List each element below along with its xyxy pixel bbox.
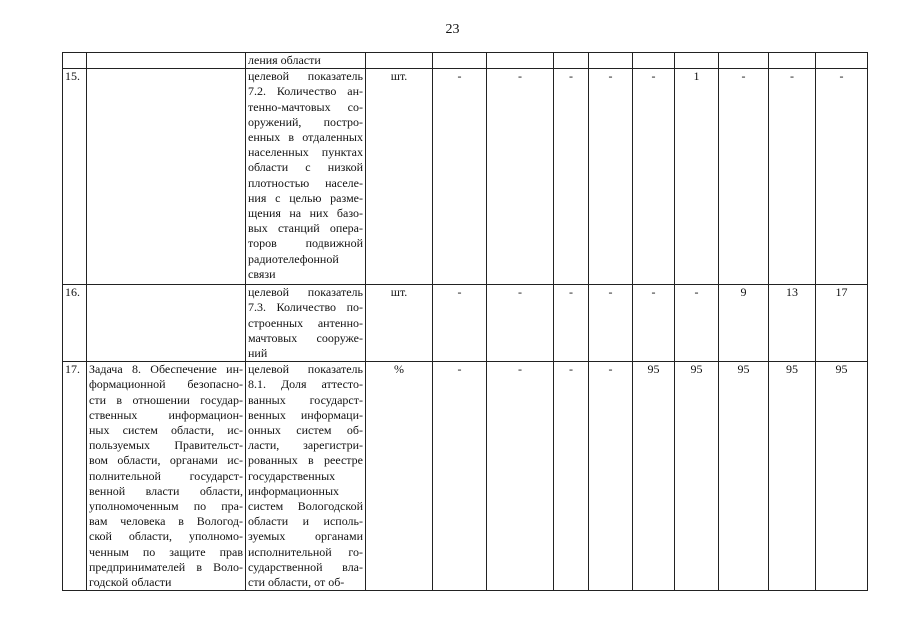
value-cell: - (487, 362, 554, 591)
value-cell: - (433, 69, 487, 285)
cell-line: зуемых органами (248, 529, 363, 544)
value-cell: - (816, 69, 868, 285)
cell-line: целевой показатель (248, 362, 363, 377)
table-row (63, 285, 868, 362)
unit-cell: % (366, 362, 433, 591)
value-cell (433, 53, 487, 69)
cell-line: предпринимателей в Воло- (89, 559, 243, 574)
cell-line: населенных пунктах (248, 145, 363, 160)
cell-line: вам человека в Вологод- (89, 514, 243, 529)
value-cell (816, 53, 868, 69)
cell-line: связи (248, 266, 276, 281)
indicator-cell (246, 69, 366, 285)
value-cell: - (719, 69, 769, 285)
cell-line: формационной безопасно- (89, 377, 243, 392)
cell-line: торов подвижной (248, 236, 363, 251)
cell-line: 7.2. Количество ан- (248, 84, 363, 99)
cell-line: целевой показатель (248, 69, 363, 84)
cell-line: Задача 8. Обеспечение ин- (89, 362, 243, 377)
value-cell (719, 53, 769, 69)
value-cell (675, 53, 719, 69)
value-cell: - (769, 69, 816, 285)
value-cell: 9 (719, 285, 769, 362)
task-cell (87, 69, 246, 285)
value-cell: 13 (769, 285, 816, 362)
indicator-cell (246, 362, 366, 591)
cell-line: рованных в реестре (248, 453, 363, 468)
cell-line: онных систем об- (248, 423, 363, 438)
cell-line: плотностью населе- (248, 175, 363, 190)
value-cell: - (487, 69, 554, 285)
value-cell: 95 (719, 362, 769, 591)
indicator-cell (246, 285, 366, 362)
cell-line: сти в отношении государ- (89, 392, 243, 407)
table-body (63, 53, 868, 591)
row-number-cell: 17. (63, 362, 87, 591)
row-number-cell (63, 53, 87, 69)
value-cell: - (487, 285, 554, 362)
cell-line: ской области, уполномо- (89, 529, 243, 544)
cell-line: оружений, постро- (248, 114, 363, 129)
cell-line: систем Вологодской (248, 499, 363, 514)
cell-line: венной власти области, (89, 483, 243, 498)
cell-line: сударственной вла- (248, 559, 363, 574)
cell-line: ченным по защите прав (89, 544, 243, 559)
value-cell (769, 53, 816, 69)
cell-line: ний (248, 346, 268, 361)
page-number: 23 (445, 22, 460, 37)
cell-line: енных в отдаленных (248, 130, 363, 145)
cell-line: ления области (248, 53, 321, 67)
row-number-cell: 15. (63, 69, 87, 285)
cell-line: целевой показатель (248, 285, 363, 300)
value-cell: - (433, 285, 487, 362)
cell-line: вом области, органами ис- (89, 453, 243, 468)
cell-line: сти области, от об- (248, 575, 345, 590)
value-cell (633, 53, 675, 69)
value-cell: - (589, 362, 633, 591)
cell-line: годской области (89, 575, 172, 590)
value-cell (589, 53, 633, 69)
cell-line: государственных (248, 468, 336, 483)
value-cell: - (554, 285, 589, 362)
cell-line: венных информаци- (248, 407, 363, 422)
value-cell: 17 (816, 285, 868, 362)
value-cell: - (433, 362, 487, 591)
cell-line: 7.3. Количество по- (248, 300, 363, 315)
value-cell: 95 (816, 362, 868, 591)
cell-line: полнительной государст- (89, 468, 243, 483)
value-cell: 95 (769, 362, 816, 591)
value-cell: 95 (633, 362, 675, 591)
cell-line: информационных (248, 483, 340, 498)
value-cell: - (589, 69, 633, 285)
indicator-cell (246, 53, 366, 69)
cell-line: ванных государст- (248, 392, 363, 407)
cell-line: исполнительной го- (248, 544, 363, 559)
cell-line: ственных информацион- (89, 407, 243, 422)
value-cell: 95 (675, 362, 719, 591)
task-cell (87, 285, 246, 362)
table-row (63, 69, 868, 285)
cell-line: радиотелефонной (248, 251, 339, 266)
cell-line: 8.1. Доля аттесто- (248, 377, 363, 392)
cell-line: строенных антенно- (248, 315, 363, 330)
cell-line: ния с целью разме- (248, 190, 363, 205)
unit-cell: шт. (366, 69, 433, 285)
unit-cell: шт. (366, 285, 433, 362)
unit-cell (366, 53, 433, 69)
cell-line: области с низкой (248, 160, 363, 175)
cell-line: ных систем области, ис- (89, 423, 243, 438)
indicator-table (62, 52, 868, 591)
cell-line: ласти, зарегистри- (248, 438, 363, 453)
task-cell (87, 53, 246, 69)
table-row (63, 362, 868, 591)
cell-line: тенно-мачтовых со- (248, 99, 363, 114)
row-number-cell: 16. (63, 285, 87, 362)
cell-line: вых станций опера- (248, 221, 363, 236)
value-cell: - (554, 69, 589, 285)
value-cell (487, 53, 554, 69)
value-cell (554, 53, 589, 69)
cell-line: области и исполь- (248, 514, 363, 529)
value-cell: - (675, 285, 719, 362)
cell-line: мачтовых сооруже- (248, 330, 363, 345)
value-cell: - (633, 69, 675, 285)
cell-line: щения на них базо- (248, 206, 363, 221)
value-cell: 1 (675, 69, 719, 285)
value-cell: - (589, 285, 633, 362)
cell-line: уполномоченным по пра- (89, 499, 243, 514)
value-cell: - (554, 362, 589, 591)
task-cell (87, 362, 246, 591)
table-row (63, 53, 868, 69)
value-cell: - (633, 285, 675, 362)
cell-line: пользуемых Правительст- (89, 438, 243, 453)
